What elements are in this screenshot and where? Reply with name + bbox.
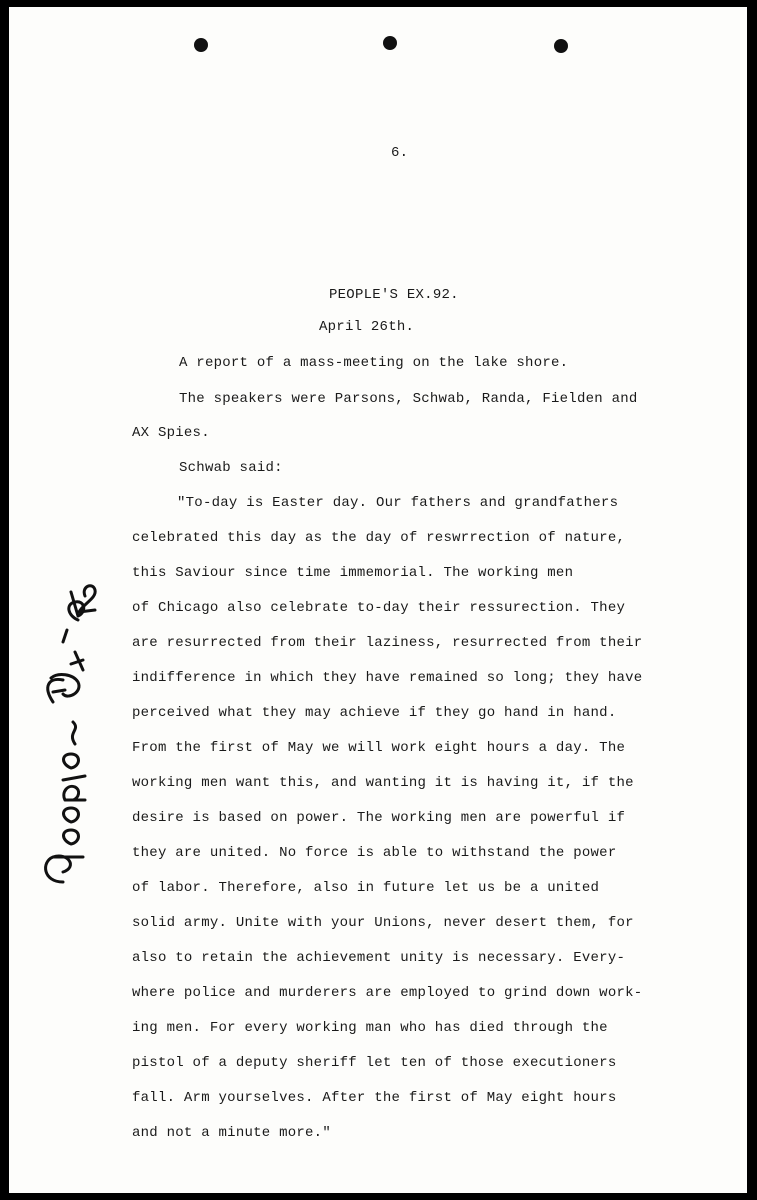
speech-line: indifference in which they have remained so long; they have [132, 670, 643, 686]
exhibit-title: PEOPLE'S EX.92. [329, 287, 459, 303]
speech-line: are resurrected from their laziness, resurrected from their [132, 635, 643, 651]
document-page [9, 7, 747, 1193]
punch-hole-left [194, 38, 208, 52]
speech-line: they are united. No force is able to withstand the power [132, 845, 617, 861]
schwab-said: Schwab said: [179, 460, 283, 476]
punch-hole-center [383, 36, 397, 50]
speech-line: this Saviour since time immemorial. The working men [132, 565, 574, 581]
speech-line: where police and murderers are employed to grind down work- [132, 985, 643, 1001]
speech-line: celebrated this day as the day of reswrrection of nature, [132, 530, 626, 546]
page-number: 6. [391, 145, 409, 161]
speech-line: of labor. Therefore, also in future let us be a united [132, 880, 600, 896]
speech-line: working men want this, and wanting it is having it, if the [132, 775, 634, 791]
speech-line: "To-day is Easter day. Our fathers and grandfathers [177, 495, 619, 511]
document-date: April 26th. [319, 319, 415, 335]
speech-line: solid army. Unite with your Unions, never desert them, for [132, 915, 634, 931]
speech-line: perceived what they may achieve if they go hand in hand. [132, 705, 617, 721]
speakers-line-2: AX Spies. [132, 425, 210, 441]
speakers-line-1: The speakers were Parsons, Schwab, Randa, Fielden and [179, 391, 638, 407]
speech-line: and not a minute more." [132, 1125, 331, 1141]
handwritten-margin-annotation [23, 582, 103, 902]
speech-line: fall. Arm yourselves. After the first of May eight hours [132, 1090, 617, 1106]
speech-line: ing men. For every working man who has died through the [132, 1020, 608, 1036]
speech-line: of Chicago also celebrate to-day their ressurection. They [132, 600, 626, 616]
speech-line: desire is based on power. The working men are powerful if [132, 810, 626, 826]
intro-paragraph: A report of a mass-meeting on the lake shore. [179, 355, 569, 371]
speech-line: From the first of May we will work eight hours a day. The [132, 740, 626, 756]
speech-line: also to retain the achievement unity is necessary. Every- [132, 950, 626, 966]
punch-hole-right [554, 39, 568, 53]
speech-line: pistol of a deputy sheriff let ten of those executioners [132, 1055, 617, 1071]
